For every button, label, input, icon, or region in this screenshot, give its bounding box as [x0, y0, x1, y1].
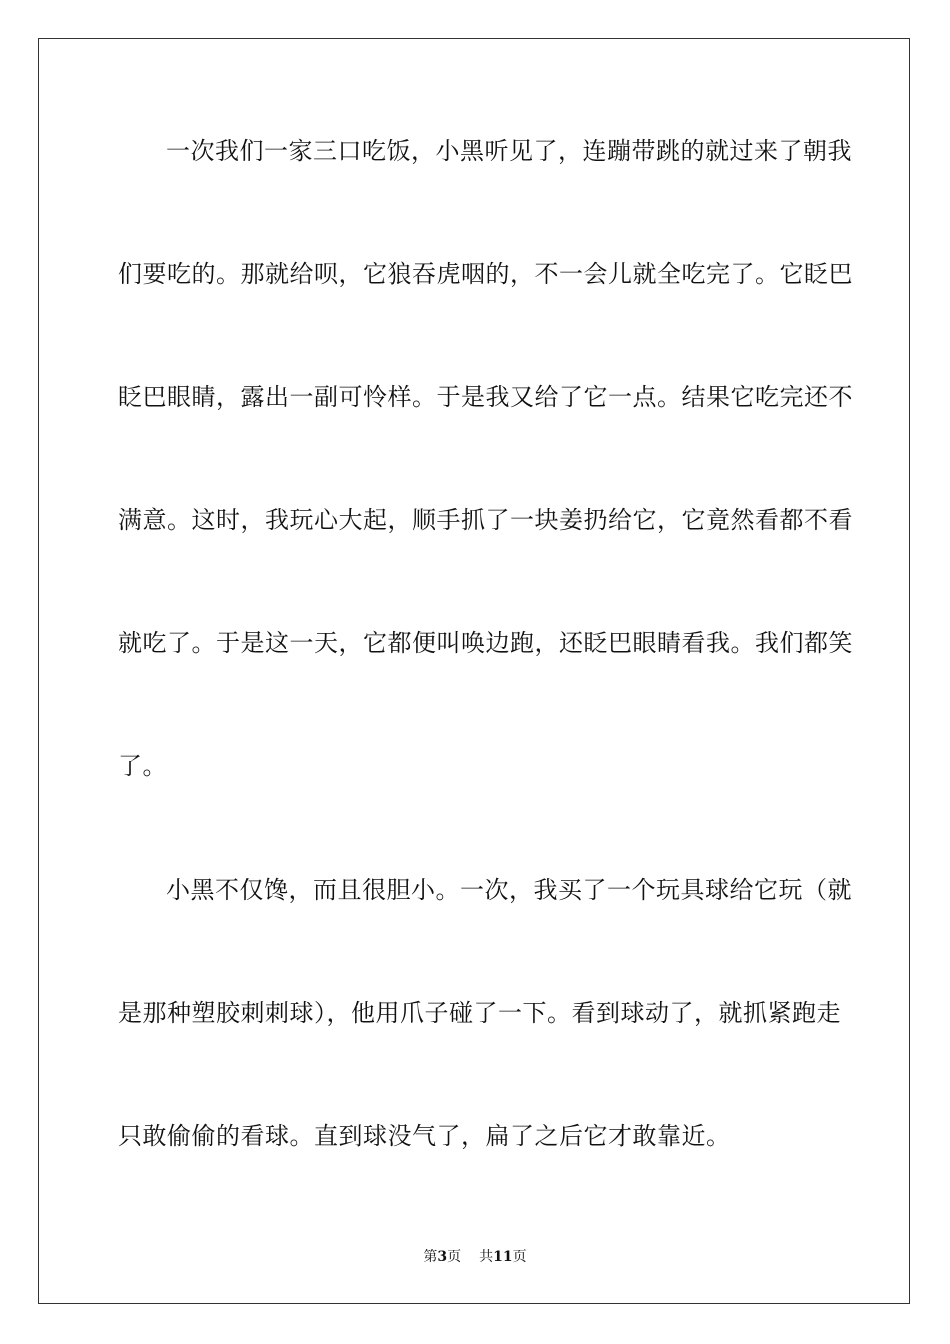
page-footer	[0, 1248, 950, 1266]
footer-page-prefix: 第	[423, 1249, 438, 1265]
footer-page-number: 3	[437, 1249, 448, 1265]
paragraph-1-line-3: 眨巴眼睛，露出一副可怜样。于是我又给了它一点。结果它吃完还不	[118, 383, 853, 411]
paragraph-2-line-3: 只敢偷偷的看球。直到球没气了，扁了之后它才敢靠近。	[118, 1122, 731, 1150]
footer-total-suffix: 页	[512, 1249, 527, 1265]
paragraph-1-line-5: 就吃了。于是这一天，它都便叫唤边跑，还眨巴眼睛看我。我们都笑	[118, 629, 853, 657]
footer-total-prefix: 共	[479, 1249, 494, 1265]
paragraph-2-line-2: 是那种塑胶刺刺球），他用爪子碰了一下。看到球动了，就抓紧跑走	[118, 999, 841, 1027]
page-border	[38, 38, 910, 1304]
paragraph-1-line-2: 们要吃的。那就给呗，它狼吞虎咽的，不一会儿就全吃完了。它眨巴	[118, 260, 853, 288]
paragraph-2-line-1: 小黑不仅馋，而且很胆小。一次，我买了一个玩具球给它玩（就	[166, 876, 852, 904]
paragraph-1-line-4: 满意。这时，我玩心大起，顺手抓了一块姜扔给它，它竟然看都不看	[118, 506, 853, 534]
paragraph-1-line-6: 了。	[118, 752, 167, 780]
footer-total-pages: 11	[493, 1249, 513, 1265]
paragraph-1-line-1: 一次我们一家三口吃饭，小黑听见了，连蹦带跳的就过来了朝我	[166, 137, 852, 165]
footer-page-suffix: 页	[447, 1249, 462, 1265]
